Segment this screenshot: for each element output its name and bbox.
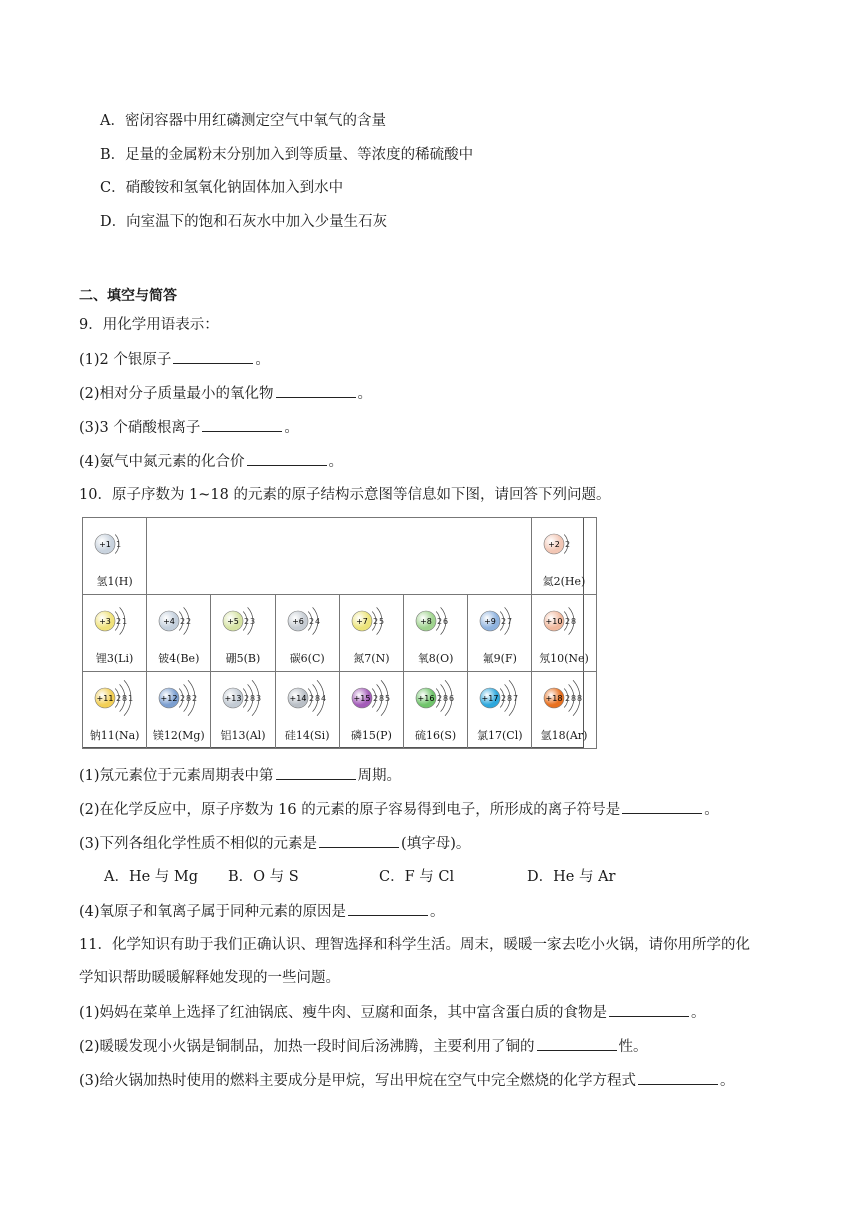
element-cell — [210, 671, 275, 749]
q9-item-4-text: (4)氨气中氮元素的化合价 — [79, 454, 245, 470]
q9-item-1 — [79, 349, 270, 370]
answer-blank[interactable] — [537, 1036, 617, 1051]
element-cell — [403, 671, 468, 749]
atom-structure-diagram — [474, 678, 528, 718]
q10-sub3-end: (填字母)。 — [401, 836, 471, 852]
choice-a: A．He 与 Mg — [104, 869, 199, 885]
element-cell — [531, 594, 596, 672]
element-cell — [82, 671, 147, 749]
q11-sub2-text: (2)暖暖发现小火锅是铜制品，加热一段时间后汤沸腾，主要利用了铜的 — [79, 1039, 535, 1055]
q11-sub2-end: 性。 — [618, 1039, 648, 1055]
q9-item-1-end: 。 — [255, 352, 270, 368]
q11-sub1-end: 。 — [691, 1005, 706, 1021]
shell-electron-count: 2 — [437, 694, 443, 703]
section-title: 二、填空与简答 — [79, 288, 177, 304]
atom-structure-diagram — [346, 601, 400, 641]
nuclear-charge-label: +14 — [289, 694, 307, 703]
answer-blank[interactable] — [622, 799, 702, 814]
q9-item-3 — [79, 417, 299, 438]
answer-blank[interactable] — [173, 349, 253, 364]
element-cell — [339, 594, 404, 672]
atom-structure-diagram — [474, 601, 528, 641]
shell-electron-count: 8 — [378, 694, 384, 703]
shell-electron-count: 2 — [186, 617, 192, 626]
nuclear-charge-label: +4 — [163, 617, 176, 626]
option-c: C．硝酸铵和氢氧化钠固体加入到水中 — [100, 180, 344, 196]
option-a: A．密闭容器中用红磷测定空气中氧气的含量 — [100, 113, 386, 129]
shell-electron-count: 8 — [577, 694, 583, 703]
element-name: 氦2(He) — [542, 575, 586, 588]
atom-structure-diagram — [153, 601, 207, 641]
shell-electron-count: 2 — [501, 694, 507, 703]
q10-sub3-text: (3)下列各组化学性质不相似的元素是 — [79, 836, 318, 852]
element-name: 氯17(Cl) — [477, 729, 523, 742]
shell-electron-count: 8 — [571, 617, 577, 626]
element-cell — [467, 594, 532, 672]
element-name: 磷15(P) — [350, 729, 392, 742]
answer-blank[interactable] — [348, 901, 428, 916]
element-cell — [403, 594, 468, 672]
nuclear-charge-label: +2 — [548, 540, 561, 549]
nuclear-charge-label: +6 — [291, 617, 304, 626]
q10-sub4-end: 。 — [430, 904, 445, 920]
q9-item-3-text: (3)3 个硝酸根离子 — [79, 420, 201, 436]
q9-item-4 — [79, 451, 343, 472]
element-name: 铝13(Al) — [220, 729, 266, 742]
nuclear-charge-label: +3 — [99, 617, 111, 626]
shell-electron-count: 2 — [116, 617, 122, 626]
answer-blank[interactable] — [276, 765, 356, 780]
element-cell — [275, 671, 340, 749]
atom-structure-diagram — [410, 678, 464, 718]
shell-electron-count: 3 — [250, 617, 256, 626]
shell-electron-count: 2 — [192, 694, 198, 703]
nuclear-charge-label: +12 — [160, 694, 178, 703]
nuclear-charge-label: +18 — [545, 694, 563, 703]
atom-structure-diagram — [538, 678, 592, 718]
q10-choices — [104, 867, 615, 887]
element-name: 镁12(Mg) — [152, 729, 205, 742]
element-name: 氢1(H) — [96, 575, 133, 588]
element-cell — [531, 517, 596, 595]
q10-sub1-end: 周期。 — [357, 768, 402, 784]
q9-item-4-end: 。 — [328, 454, 344, 470]
shell-electron-count: 2 — [565, 694, 571, 703]
shell-electron-count: 5 — [378, 617, 384, 626]
choice-d: D．He 与 Ar — [527, 869, 616, 885]
shell-electron-count: 2 — [180, 694, 186, 703]
choice-c: C．F 与 Cl — [379, 869, 455, 885]
nuclear-charge-label: +16 — [417, 694, 435, 703]
q10-sub4 — [79, 901, 445, 922]
q10-sub2-text: (2)在化学反应中，原子序数为 16 的元素的原子容易得到电子，所形成的离子符号是 — [79, 802, 621, 818]
shell-electron-count: 8 — [571, 694, 577, 703]
shell-electron-count: 7 — [507, 617, 513, 626]
q11-sub3 — [79, 1070, 735, 1091]
element-name: 氖10(Ne) — [539, 652, 589, 665]
nuclear-charge-label: +1 — [99, 540, 111, 549]
nuclear-charge-label: +5 — [227, 617, 240, 626]
element-cell — [82, 594, 147, 672]
q10-sub4-text: (4)氧原子和氧离子属于同种元素的原因是 — [79, 904, 347, 920]
atom-structure-diagram — [538, 601, 592, 641]
answer-blank[interactable] — [319, 833, 399, 848]
atom-structure-diagram — [282, 601, 336, 641]
shell-electron-count: 2 — [565, 617, 571, 626]
q11-stem-line2: 学知识帮助暖暖解释她发现的一些问题。 — [79, 970, 340, 986]
element-cell — [146, 671, 211, 749]
shell-electron-count: 1 — [122, 617, 128, 626]
atom-structure-diagram — [217, 678, 271, 718]
shell-electron-count: 6 — [443, 617, 449, 626]
answer-blank[interactable] — [247, 451, 327, 466]
element-name: 氮7(N) — [353, 652, 390, 665]
q10-sub2-end: 。 — [704, 802, 719, 818]
answer-blank[interactable] — [638, 1070, 718, 1085]
q9-item-2 — [79, 383, 372, 404]
option-d: D．向室温下的饱和石灰水中加入少量生石灰 — [100, 214, 388, 230]
shell-electron-count: 2 — [308, 617, 314, 626]
q9-item-2-end: 。 — [357, 386, 373, 402]
q9-stem: 9．用化学用语表示： — [79, 317, 219, 333]
element-name: 钠11(Na) — [89, 729, 140, 742]
shell-electron-count: 8 — [443, 694, 449, 703]
shell-electron-count: 4 — [320, 694, 326, 703]
q11-sub2 — [79, 1036, 648, 1057]
q10-sub1 — [79, 765, 401, 786]
q11-sub3-text: (3)给火锅加热时使用的燃料主要成分是甲烷，写出甲烷在空气中完全燃烧的化学方程式 — [79, 1073, 637, 1089]
element-name: 碳6(C) — [289, 652, 325, 665]
nuclear-charge-label: +11 — [96, 694, 114, 703]
q11-sub1 — [79, 1002, 706, 1023]
element-name: 硼5(B) — [225, 652, 261, 665]
q10-sub3 — [79, 833, 470, 854]
element-name: 氩18(Ar) — [540, 729, 588, 742]
shell-electron-count: 8 — [250, 694, 256, 703]
shell-electron-count: 8 — [507, 694, 513, 703]
q9-item-3-end: 。 — [284, 420, 299, 436]
atom-structure-diagram — [153, 678, 207, 718]
shell-electron-count: 2 — [372, 694, 378, 703]
nuclear-charge-label: +13 — [224, 694, 242, 703]
shell-electron-count: 5 — [384, 694, 390, 703]
shell-electron-count: 1 — [128, 694, 134, 703]
shell-electron-count: 2 — [308, 694, 314, 703]
q10-sub2 — [79, 799, 719, 820]
atom-structure-diagram — [89, 678, 143, 718]
element-cell — [531, 671, 596, 749]
q11-stem-line1: 11．化学知识有助于我们正确认识、理智选择和科学生活。周末，暖暖一家去吃小火锅，请你用所学的化 — [79, 937, 750, 953]
shell-electron-count: 1 — [116, 540, 122, 549]
element-name: 硅14(Si) — [284, 729, 330, 742]
shell-electron-count: 2 — [116, 694, 122, 703]
empty-span-cell — [146, 517, 532, 595]
q10-stem: 10．原子序数为 1~18 的元素的原子结构示意图等信息如下图，请回答下列问题。 — [79, 487, 611, 503]
element-cell — [275, 594, 340, 672]
shell-electron-count: 8 — [122, 694, 128, 703]
answer-blank[interactable] — [609, 1002, 689, 1017]
choice-b: B．O 与 S — [228, 869, 299, 885]
shell-electron-count: 8 — [314, 694, 320, 703]
element-name: 硫16(S) — [415, 729, 457, 742]
atom-structure-diagram — [538, 524, 592, 564]
element-cell — [339, 671, 404, 749]
q9-item-2-text: (2)相对分子质量最小的氧化物 — [79, 386, 274, 402]
q11-sub1-text: (1)妈妈在菜单上选择了红油锅底、瘦牛肉、豆腐和面条，其中富含蛋白质的食物是 — [79, 1005, 608, 1021]
shell-electron-count: 2 — [437, 617, 443, 626]
element-cell — [146, 594, 211, 672]
shell-electron-count: 2 — [565, 540, 571, 549]
shell-electron-count: 4 — [314, 617, 320, 626]
shell-electron-count: 2 — [244, 694, 250, 703]
option-b: B．足量的金属粉末分别加入到等质量、等浓度的稀硫酸中 — [100, 147, 474, 163]
element-cell — [82, 517, 147, 595]
q9-item-1-text: (1)2 个银原子 — [79, 352, 172, 368]
element-cell — [467, 671, 532, 749]
shell-electron-count: 2 — [244, 617, 250, 626]
shell-electron-count: 8 — [186, 694, 192, 703]
q11-sub3-end: 。 — [720, 1073, 735, 1089]
atom-structure-diagram — [282, 678, 336, 718]
shell-electron-count: 2 — [501, 617, 507, 626]
shell-electron-count: 2 — [372, 617, 378, 626]
answer-blank[interactable] — [276, 383, 356, 398]
nuclear-charge-label: +17 — [481, 694, 499, 703]
element-cell — [210, 594, 275, 672]
answer-blank[interactable] — [202, 417, 282, 432]
shell-electron-count: 3 — [256, 694, 262, 703]
nuclear-charge-label: +8 — [420, 617, 432, 626]
nuclear-charge-label: +10 — [545, 617, 563, 626]
nuclear-charge-label: +9 — [484, 617, 497, 626]
atom-structure-diagram — [217, 601, 271, 641]
atom-structure-diagram — [346, 678, 400, 718]
element-name: 氧8(O) — [417, 652, 454, 665]
element-name: 氟9(F) — [482, 652, 517, 665]
shell-electron-count: 2 — [180, 617, 186, 626]
shell-electron-count: 7 — [513, 694, 519, 703]
periodic-table-figure — [82, 517, 589, 748]
atom-structure-diagram — [89, 524, 143, 564]
q10-sub1-text: (1)氖元素位于元素周期表中第 — [79, 768, 274, 784]
atom-structure-diagram — [89, 601, 143, 641]
element-name: 锂3(Li) — [95, 652, 134, 665]
atom-structure-diagram — [410, 601, 464, 641]
nuclear-charge-label: +15 — [353, 694, 371, 703]
element-name: 铍4(Be) — [158, 652, 200, 665]
shell-electron-count: 6 — [449, 694, 455, 703]
nuclear-charge-label: +7 — [355, 617, 368, 626]
